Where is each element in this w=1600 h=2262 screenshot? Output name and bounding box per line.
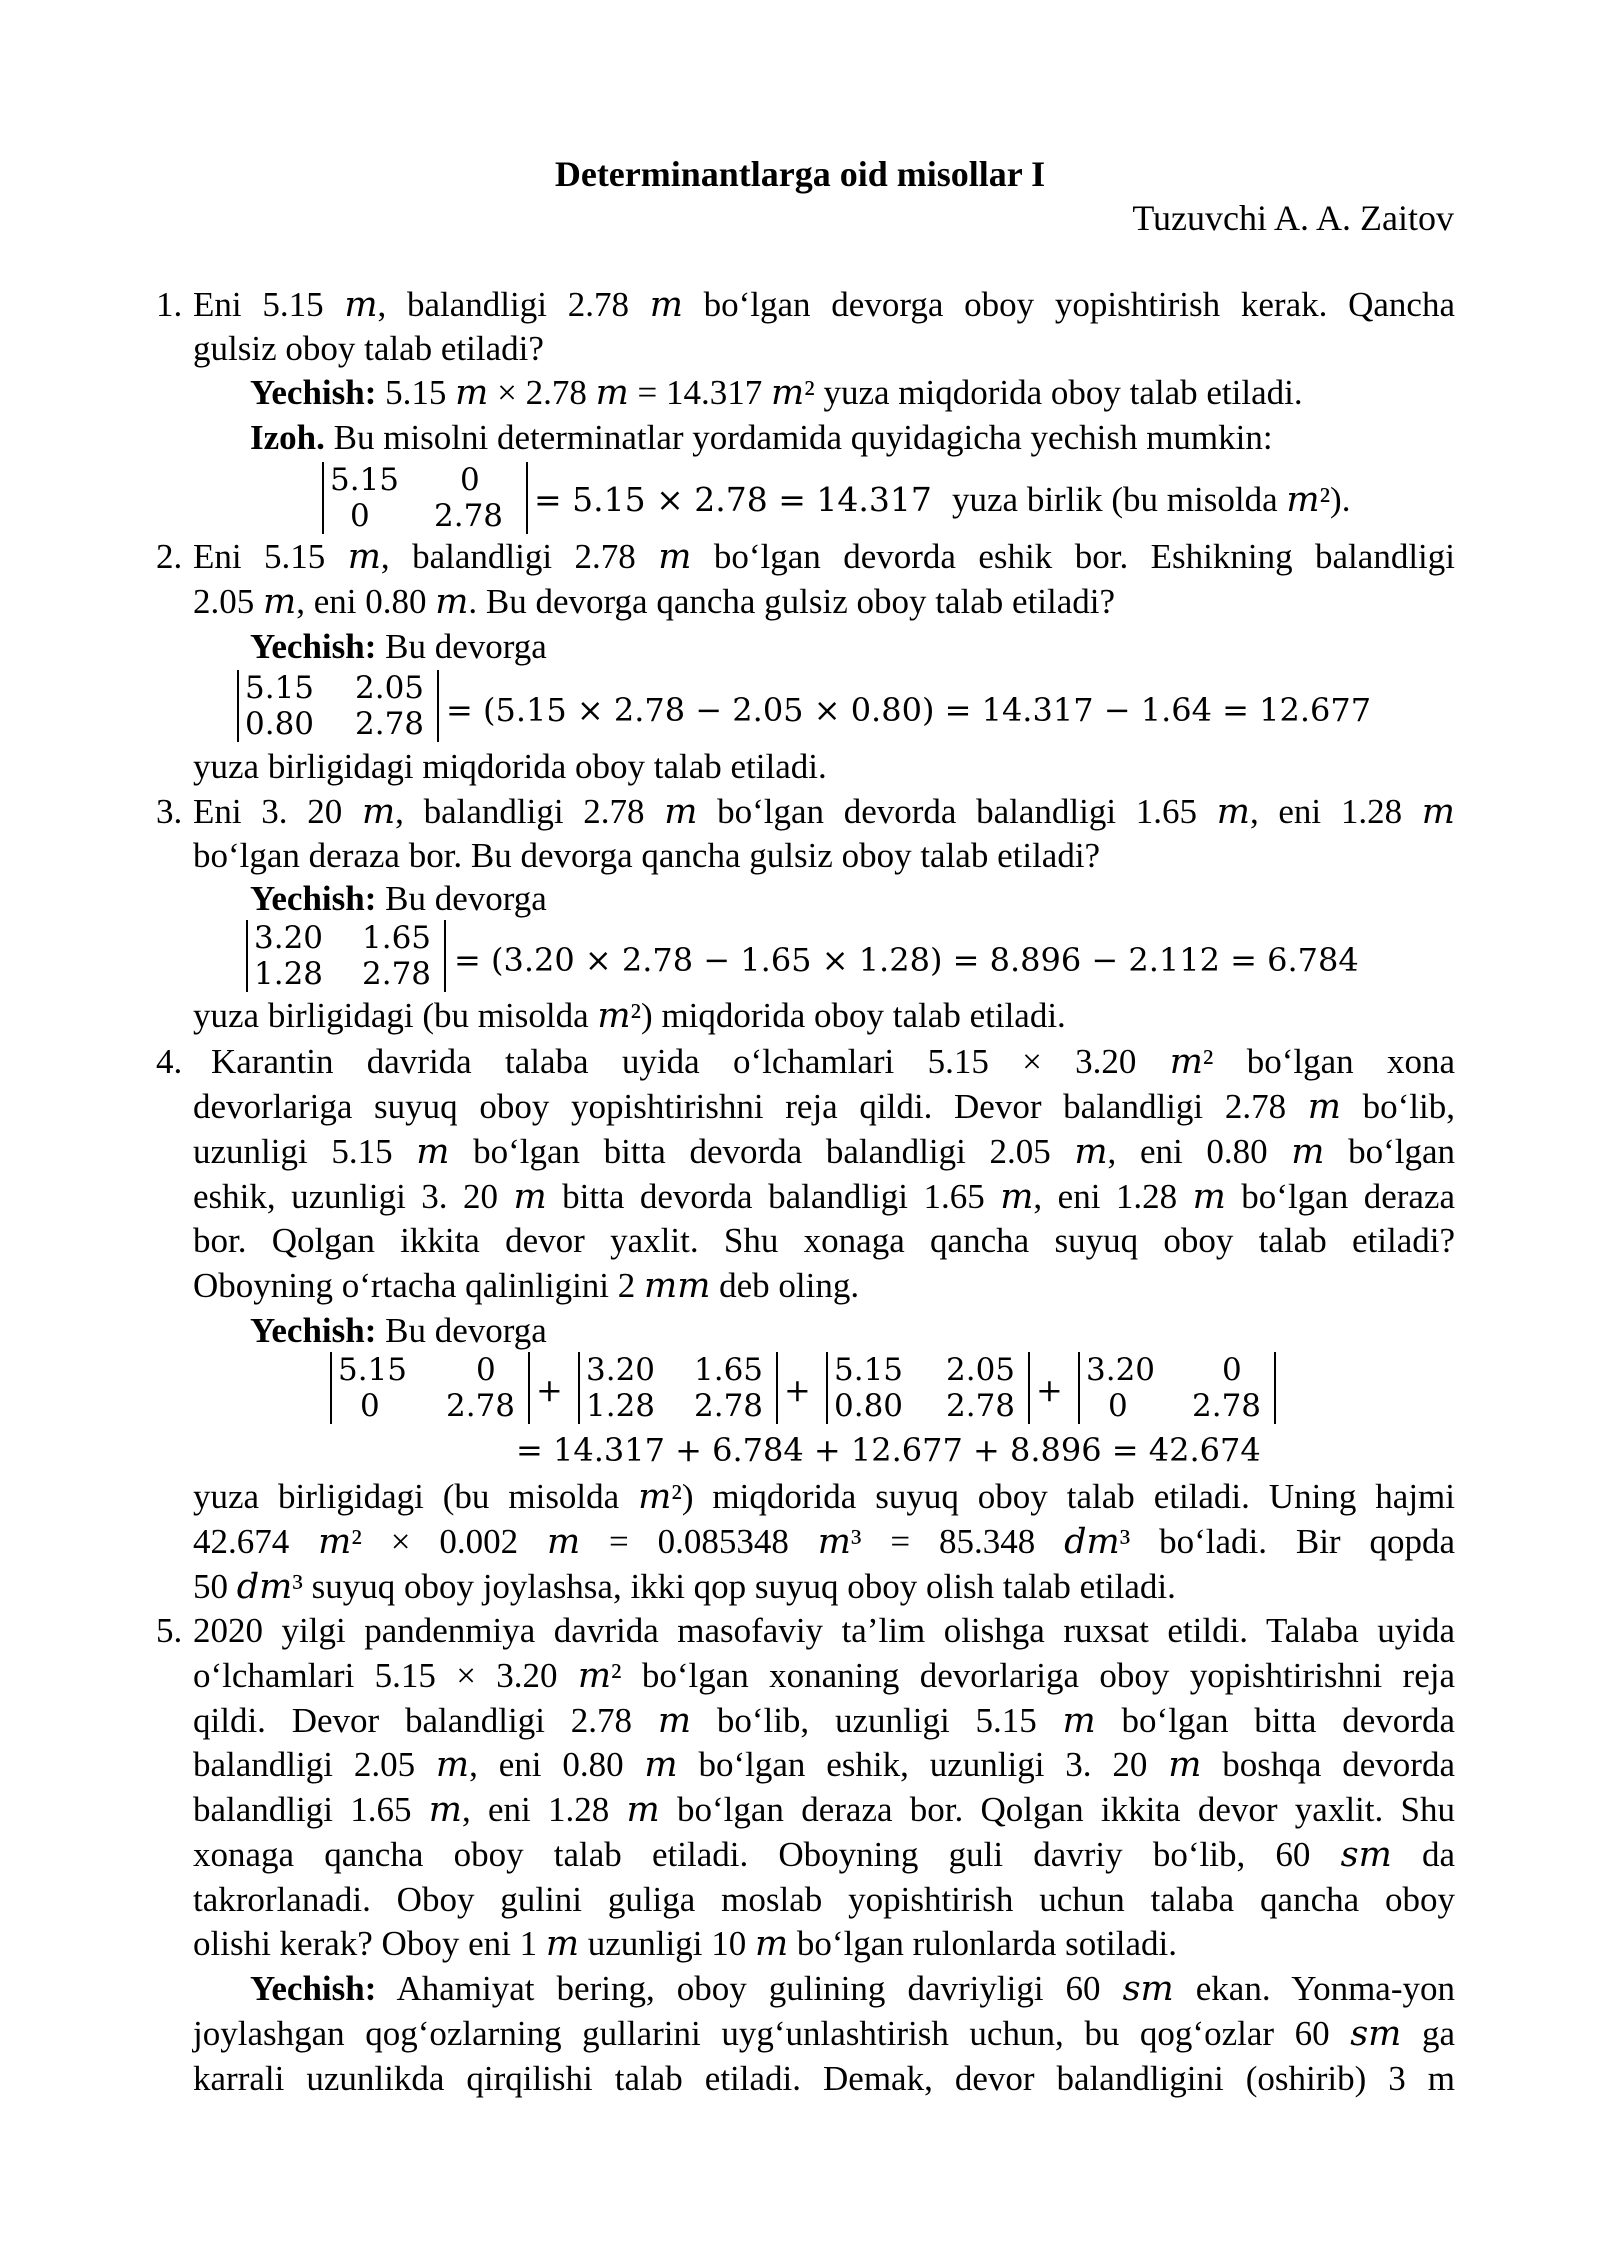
document-title: Determinantlarga oid misollar I bbox=[554, 154, 1046, 194]
equation-tail: yuza birlik (bu misolda 𝑚²). bbox=[952, 480, 1351, 519]
plus-sign: + bbox=[1036, 1371, 1063, 1409]
note-text: Bu misolni determinatlar yordamida quyidagicha yechish mumkin: bbox=[324, 418, 1273, 457]
solution-label: Yechish: bbox=[250, 373, 377, 412]
problem-4-line-4: eshik, uzunligi 3. 20 𝑚 bitta devorda balandligi 1.65 𝑚, eni 1.28 𝑚 bo‘lgan deraza bbox=[193, 1177, 1455, 1216]
author-line: Tuzuvchi A. A. Zaitov bbox=[1132, 198, 1454, 238]
problem-5-solution-line-3: karrali uzunlikda qirqilishi talab etiladi. Demak, devor balandligini (oshirib) 3 m bbox=[193, 2059, 1455, 2098]
problem-1-line-1: Eni 5.15 𝑚, balandligi 2.78 𝑚 bo‘lgan devorga oboy yopishtirish kerak. Qancha bbox=[193, 285, 1455, 324]
problem-3-solution bbox=[250, 877, 547, 921]
det-cell: 0.80 bbox=[245, 706, 315, 742]
problem-2-solution bbox=[250, 625, 547, 669]
problem-5-line-5: balandligi 1.65 𝑚, eni 1.28 𝑚 bo‘lgan deraza bor. Qolgan ikkita devor yaxlit. Shu bbox=[193, 1790, 1455, 1829]
equation: = (5.15 × 2.78 − 2.05 × 0.80) = 14.317 − 1.64 = 12.677 bbox=[446, 691, 1372, 729]
problem-1-solution bbox=[250, 371, 1303, 415]
problem-5-line-4: balandligi 2.05 𝑚, eni 0.80 𝑚 bo‘lgan eshik, uzunligi 3. 20 𝑚 boshqa devorda bbox=[193, 1745, 1455, 1784]
problem-2-after: yuza birligidagi miqdorida oboy talab etiladi. bbox=[193, 747, 827, 786]
problem-4-after-3: 50 𝑑𝑚³ suyuq oboy joylashsa, ikki qop suyuq oboy olish talab etiladi. bbox=[193, 1567, 1176, 1606]
det-cell: 5.15 bbox=[330, 462, 400, 498]
det-cell: 0 bbox=[1222, 1352, 1242, 1388]
determinant-1 bbox=[330, 1352, 530, 1424]
solution-text: Bu devorga bbox=[376, 879, 547, 918]
det-cell: 2.05 bbox=[355, 670, 425, 706]
determinant-2 bbox=[578, 1352, 778, 1424]
problem-5-line-2: o‘lchamlari 5.15 × 3.20 𝑚² bo‘lgan xonaning devorlariga oboy yopishtirishni reja bbox=[193, 1656, 1455, 1695]
det-cell: 5.15 bbox=[834, 1352, 904, 1388]
problem-3-line-1: Eni 3. 20 𝑚, balandligi 2.78 𝑚 bo‘lgan devorda balandligi 1.65 𝑚, eni 1.28 𝑚 bbox=[193, 792, 1455, 831]
det-cell: 1.65 bbox=[362, 920, 432, 956]
problem-1-note bbox=[250, 416, 1273, 460]
problem-1-number: 1. bbox=[156, 285, 183, 324]
problem-2-line-2: 2.05 𝑚, eni 0.80 𝑚. Bu devorga qancha gulsiz oboy talab etiladi? bbox=[193, 582, 1116, 621]
det-cell: 5.15 bbox=[338, 1352, 408, 1388]
problem-3-after: yuza birligidagi (bu misolda 𝑚²) miqdorida oboy talab etiladi. bbox=[193, 996, 1066, 1035]
det-cell: 2.78 bbox=[1192, 1388, 1262, 1424]
solution-label: Yechish: bbox=[250, 1311, 377, 1350]
problem-5-number: 5. bbox=[156, 1611, 183, 1650]
det-cell: 2.78 bbox=[362, 956, 432, 992]
problem-4-after-1: yuza birligidagi (bu misolda 𝑚²) miqdorida suyuq oboy talab etiladi. Uning hajmi bbox=[193, 1477, 1455, 1516]
det-cell: 2.05 bbox=[946, 1352, 1016, 1388]
problem-5-line-3: qildi. Devor balandligi 2.78 𝑚 bo‘lib, uzunligi 5.15 𝑚 bo‘lgan bitta devorda bbox=[193, 1701, 1455, 1740]
plus-sign: + bbox=[536, 1371, 563, 1409]
solution-label: Yechish: bbox=[250, 1969, 377, 2008]
det-cell: 0 bbox=[1108, 1388, 1128, 1424]
problem-5-line-7: takrorlanadi. Oboy gulini guliga moslab yopishtirish uchun talaba qancha oboy bbox=[193, 1880, 1455, 1919]
determinant-3 bbox=[826, 1352, 1030, 1424]
det-cell: 3.20 bbox=[254, 920, 324, 956]
problem-3-number: 3. bbox=[156, 792, 183, 831]
problem-3-line-2: bo‘lgan deraza bor. Bu devorga qancha gulsiz oboy talab etiladi? bbox=[193, 836, 1101, 875]
problem-5-line-8: olishi kerak? Oboy eni 1 𝑚 uzunligi 10 𝑚 bo‘lgan rulonlarda sotiladi. bbox=[193, 1924, 1177, 1963]
solution-text: Bu devorga bbox=[376, 627, 547, 666]
det-cell: 2.78 bbox=[434, 498, 504, 534]
problem-4-line-6: Oboyning o‘rtacha qalinligini 2 𝑚𝑚 deb oling. bbox=[193, 1266, 860, 1305]
det-cell: 0.80 bbox=[834, 1388, 904, 1424]
problem-5-line-6: xonaga qancha oboy talab etiladi. Oboyning guli davriy bo‘lib, 60 𝑠𝑚 da bbox=[193, 1835, 1455, 1874]
det-cell: 2.78 bbox=[694, 1388, 764, 1424]
det-cell: 0 bbox=[360, 1388, 380, 1424]
problem-4-after-2: 42.674 𝑚² × 0.002 𝑚 = 0.085348 𝑚³ = 85.348 𝑑𝑚³ bo‘ladi. Bir qopda bbox=[193, 1522, 1455, 1561]
problem-2-line-1: Eni 5.15 𝑚, balandligi 2.78 𝑚 bo‘lgan devorda eshik bor. Eshikning balandligi bbox=[193, 537, 1455, 576]
problem-4-solution bbox=[250, 1309, 547, 1353]
problem-4-line-1: Karantin davrida talaba uyida o‘lchamlari 5.15 × 3.20 𝑚² bo‘lgan xona bbox=[211, 1042, 1455, 1081]
det-cell: 0 bbox=[350, 498, 370, 534]
det-cell: 1.28 bbox=[586, 1388, 656, 1424]
det-cell: 2.78 bbox=[355, 706, 425, 742]
problem-1-line-2: gulsiz oboy talab etiladi? bbox=[193, 329, 544, 368]
solution-text: Ahamiyat bering, oboy gulining davriyligi 60 𝑠𝑚 ekan. Yonma-yon bbox=[376, 1969, 1455, 2008]
plus-sign: + bbox=[784, 1371, 811, 1409]
det-cell: 1.65 bbox=[694, 1352, 764, 1388]
equation: = 5.15 × 2.78 = 14.317 bbox=[534, 480, 932, 519]
problem-4-line-3: uzunligi 5.15 𝑚 bo‘lgan bitta devorda balandligi 2.05 𝑚, eni 0.80 𝑚 bo‘lgan bbox=[193, 1132, 1455, 1171]
det-cell: 2.78 bbox=[446, 1388, 516, 1424]
det-cell: 5.15 bbox=[245, 670, 315, 706]
determinant-4 bbox=[1078, 1352, 1276, 1424]
problem-5-solution bbox=[250, 1967, 1455, 2011]
solution-text: Bu devorga bbox=[376, 1311, 547, 1350]
solution-label: Yechish: bbox=[250, 627, 377, 666]
problem-5-line-1: 2020 yilgi pandenmiya davrida masofaviy ta’lim olishga ruxsat etildi. Talaba uyida bbox=[193, 1611, 1455, 1650]
problem-4-number: 4. bbox=[156, 1042, 183, 1081]
problem-4-line-5: bor. Qolgan ikkita devor yaxlit. Shu xonaga qancha suyuq oboy talab etiladi? bbox=[193, 1221, 1455, 1260]
det-cell: 1.28 bbox=[254, 956, 324, 992]
problem-4-line-2: devorlariga suyuq oboy yopishtirishni reja qildi. Devor balandligi 2.78 𝑚 bo‘lib, bbox=[193, 1087, 1455, 1126]
determinant bbox=[246, 920, 446, 992]
determinant bbox=[322, 462, 528, 534]
det-cell: 3.20 bbox=[586, 1352, 656, 1388]
problem-2-number: 2. bbox=[156, 537, 183, 576]
det-cell: 2.78 bbox=[946, 1388, 1016, 1424]
equation: = (3.20 × 2.78 − 1.65 × 1.28) = 8.896 − 2.112 = 6.784 bbox=[454, 941, 1359, 979]
det-cell: 0 bbox=[460, 462, 480, 498]
determinant bbox=[237, 670, 439, 742]
note-label: Izoh. bbox=[250, 418, 325, 457]
det-cell: 3.20 bbox=[1086, 1352, 1156, 1388]
solution-label: Yechish: bbox=[250, 879, 377, 918]
det-cell: 0 bbox=[476, 1352, 496, 1388]
sum-equation: = 14.317 + 6.784 + 12.677 + 8.896 = 42.674 bbox=[516, 1431, 1261, 1469]
solution-text: 5.15 𝑚 × 2.78 𝑚 = 14.317 𝑚² yuza miqdorida oboy talab etiladi. bbox=[376, 373, 1303, 412]
problem-5-solution-line-2: joylashgan qog‘ozlarning gullarini uyg‘unlashtirish uchun, bu qog‘ozlar 60 𝑠𝑚 ga bbox=[193, 2014, 1455, 2053]
